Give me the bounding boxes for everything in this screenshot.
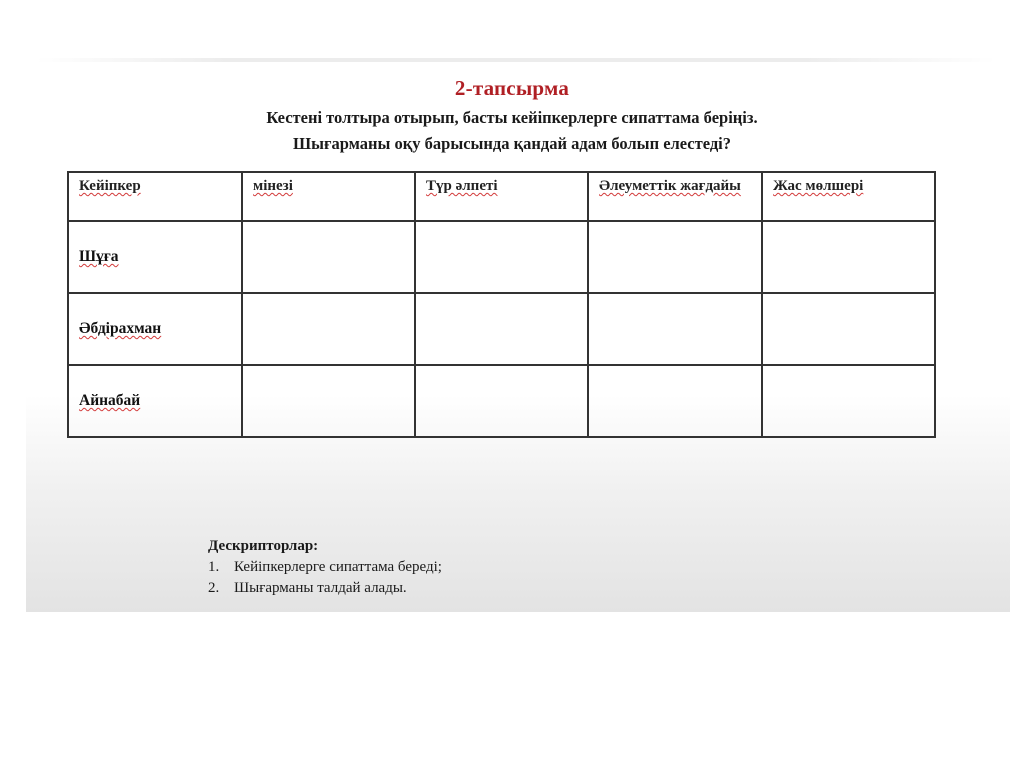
empty-cell[interactable]	[762, 365, 935, 437]
table-row	[68, 293, 935, 365]
descriptors-heading: Дескрипторлар:	[208, 538, 319, 554]
empty-cell[interactable]	[762, 293, 935, 365]
header-label: мінезі	[253, 178, 293, 194]
character-cell	[68, 221, 242, 293]
list-item-number: 1.	[208, 559, 220, 575]
empty-cell[interactable]	[588, 293, 762, 365]
header-label: Әлеуметтік жағдайы	[599, 178, 741, 194]
instruction-line-1: Кестені толтыра отырып, басты кейіпкерлерге сипаттама беріңіз.	[266, 108, 758, 127]
header-cell-age	[762, 172, 935, 221]
header-cell-temperament	[242, 172, 415, 221]
empty-cell[interactable]	[415, 365, 588, 437]
task-title: 2-тапсырма	[454, 76, 570, 100]
character-cell	[68, 365, 242, 437]
header-label: Жас мөлшері	[773, 178, 864, 194]
header-label: Түр әлпеті	[426, 178, 498, 194]
list-item	[208, 557, 442, 578]
character-name: Шұға	[79, 248, 119, 265]
list-item-number: 2.	[208, 580, 220, 596]
slide-top-edge	[36, 58, 996, 62]
header-label: Кейіпкер	[79, 178, 141, 194]
empty-cell[interactable]	[242, 365, 415, 437]
character-name: Әбдірахман	[79, 320, 162, 337]
table-row	[68, 365, 935, 437]
header-cell-character	[68, 172, 242, 221]
character-cell	[68, 293, 242, 365]
list-item-text: Шығарманы талдай алады.	[234, 580, 407, 596]
descriptors-block	[208, 536, 442, 599]
table-header-row	[68, 172, 935, 221]
empty-cell[interactable]	[588, 221, 762, 293]
header-cell-social-status	[588, 172, 762, 221]
empty-cell[interactable]	[415, 221, 588, 293]
empty-cell[interactable]	[415, 293, 588, 365]
list-item	[208, 578, 442, 599]
instruction-line-2: Шығарманы оқу барысында қандай адам болып елестеді?	[292, 134, 732, 153]
list-item-text: Кейіпкерлерге сипаттама береді;	[234, 559, 442, 575]
empty-cell[interactable]	[242, 293, 415, 365]
header-cell-appearance	[415, 172, 588, 221]
empty-cell[interactable]	[762, 221, 935, 293]
table-row	[68, 221, 935, 293]
character-name: Айнабай	[79, 392, 141, 409]
empty-cell[interactable]	[242, 221, 415, 293]
character-table	[67, 171, 936, 438]
empty-cell[interactable]	[588, 365, 762, 437]
